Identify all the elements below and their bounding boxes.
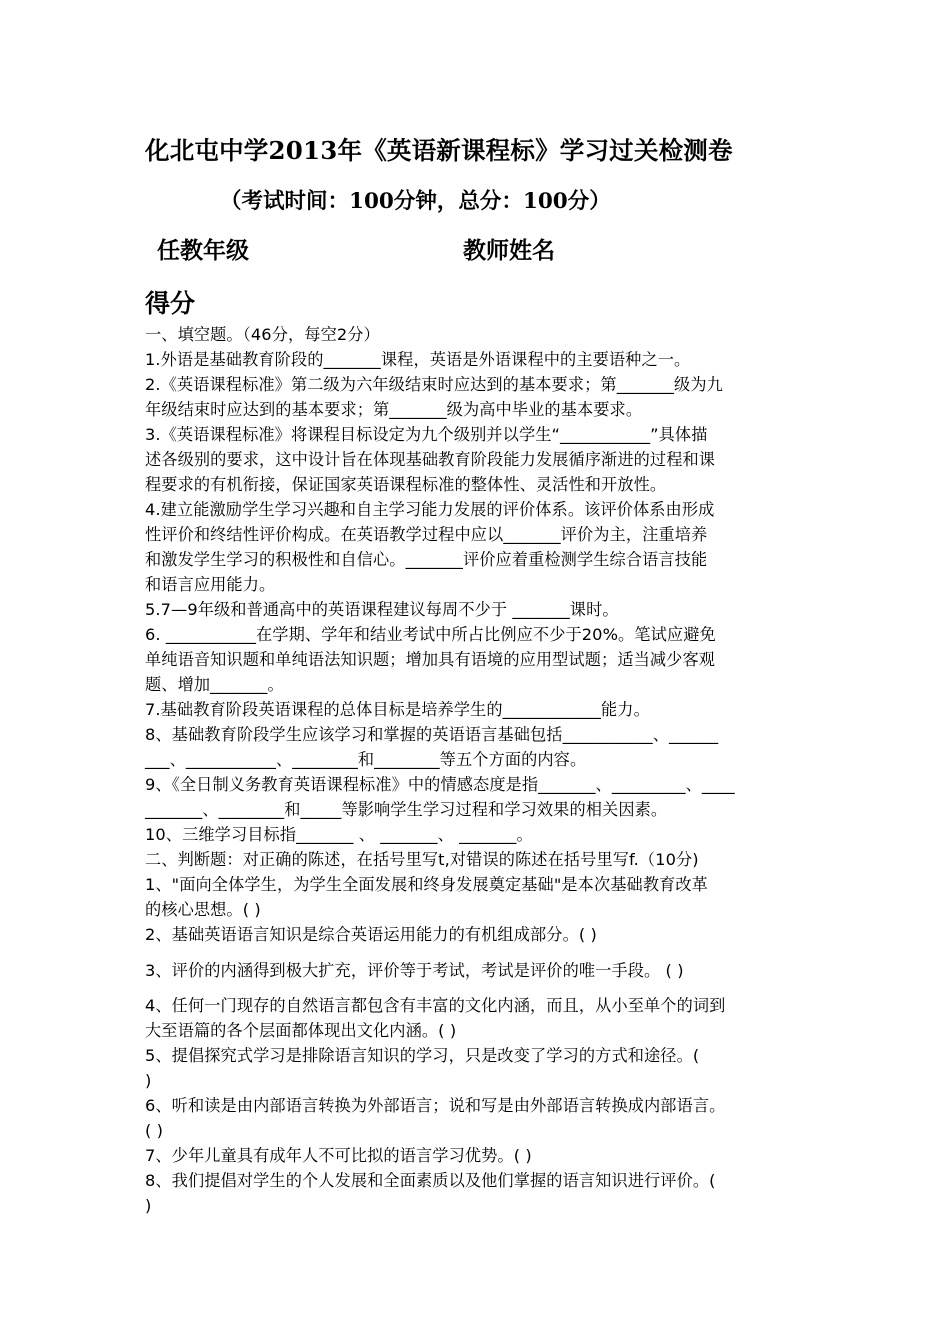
question-body bbox=[145, 322, 810, 1218]
question-line: 和语言应用能力。 bbox=[145, 575, 276, 594]
exam-subtitle: （考试时间：100分钟，总分：100分） bbox=[220, 189, 611, 214]
question-line: 1、"面向全体学生，为学生全面发展和终身发展奠定基础"是本次基础教育改革 bbox=[145, 875, 708, 894]
question-line: 5、提倡探究式学习是排除语言知识的学习，只是改变了学习的方式和途径。( bbox=[145, 1046, 700, 1065]
teacher-info-row bbox=[157, 232, 857, 266]
question-line: 4.建立能激励学生学习兴趣和自主学习能力发展的评价体系。该评价体系由形成 bbox=[145, 500, 715, 519]
question-line: 2.《英语课程标准》第二级为六年级结束时应达到的基本要求；第_______级为九 bbox=[145, 375, 723, 394]
question-line: 7、少年儿童具有成年人不可比拟的语言学习优势。( ) bbox=[145, 1146, 532, 1165]
teacher-name-label: 教师姓名 bbox=[463, 237, 555, 264]
question-line: 述各级别的要求，这中设计旨在体现基础教育阶段能力发展循序渐进的过程和课 bbox=[145, 450, 716, 469]
question-line: 6、听和读是由内部语言转换为外部语言；说和写是由外部语言转换成内部语言。 bbox=[145, 1096, 726, 1115]
question-line: 7.基础教育阶段英语课程的总体目标是培养学生的____________能力。 bbox=[145, 700, 650, 719]
grade-label: 任教年级 bbox=[157, 237, 249, 264]
question-line: 题、增加_______。 bbox=[145, 675, 284, 694]
question-line: 单纯语音知识题和单纯语法知识题；增加具有语境的应用型试题；适当减少客观 bbox=[145, 650, 716, 669]
question-line: 8、基础教育阶段学生应该学习和掌握的英语语言基础包括___________、______ bbox=[145, 725, 719, 744]
question-line: 8、我们提倡对学生的个人发展和全面素质以及他们掌握的语言知识进行评价。( bbox=[145, 1171, 716, 1190]
question-line: 3、评价的内涵得到极大扩充，评价等于考试，考试是评价的唯一手段。 ( ) bbox=[145, 961, 684, 980]
question-line: 5.7—9年级和普通高中的英语课程建议每周不少于 _______课时。 bbox=[145, 600, 619, 619]
question-line: 年级结束时应达到的基本要求；第_______级为高中毕业的基本要求。 bbox=[145, 400, 643, 419]
section-heading-true-false: 二、判断题：对正确的陈述，在括号里写t,对错误的陈述在括号里写f.（10分) bbox=[145, 850, 699, 869]
question-line: 4、任何一门现存的自然语言都包含有丰富的文化内涵，而且，从小至单个的词到 bbox=[145, 996, 726, 1015]
question-line: 大至语篇的各个层面都体现出文化内涵。( ) bbox=[145, 1021, 457, 1040]
question-line: 10、三维学习目标指_______ 、 _______、 _______。 bbox=[145, 825, 533, 844]
question-line: ) bbox=[145, 1071, 152, 1090]
question-line: ) bbox=[145, 1196, 152, 1215]
question-line: ( ) bbox=[145, 1121, 164, 1140]
question-line: 2、基础英语语言知识是综合英语运用能力的有机组成部分。( ) bbox=[145, 925, 597, 944]
question-line: _______、________和_____等影响学生学习过程和学习效果的相关因素。 bbox=[145, 800, 668, 819]
question-line: 程要求的有机衔接，保证国家英语课程标准的整体性、灵活性和开放性。 bbox=[145, 475, 667, 494]
question-line: 6. ___________在学期、学年和结业考试中所占比例应不少于20%。笔试应避免 bbox=[145, 625, 716, 644]
question-line: ___、___________、________和________等五个方面的内容。 bbox=[145, 750, 587, 769]
question-line: 1.外语是基础教育阶段的_______课程，英语是外语课程中的主要语种之一。 bbox=[145, 350, 691, 369]
question-line: 9、《全日制义务教育英语课程标准》中的情感态度是指_______、_________、____ bbox=[145, 775, 735, 794]
question-line: 性评价和终结性评价构成。在英语教学过程中应以_______评价为主，注重培养 bbox=[145, 525, 708, 544]
question-line: 3.《英语课程标准》将课程目标设定为九个级别并以学生“___________”具体描 bbox=[145, 425, 708, 444]
question-line: 和激发学生学习的积极性和自信心。_______评价应着重检测学生综合语言技能 bbox=[145, 550, 708, 569]
page-title: 化北屯中学2013年《英语新课程标》学习过关检测卷 bbox=[145, 136, 733, 165]
score-label: 得分 bbox=[145, 289, 196, 318]
section-heading-fill-blank: 一、填空题。（46分，每空2分） bbox=[145, 325, 380, 344]
question-line: 的核心思想。( ) bbox=[145, 900, 261, 919]
